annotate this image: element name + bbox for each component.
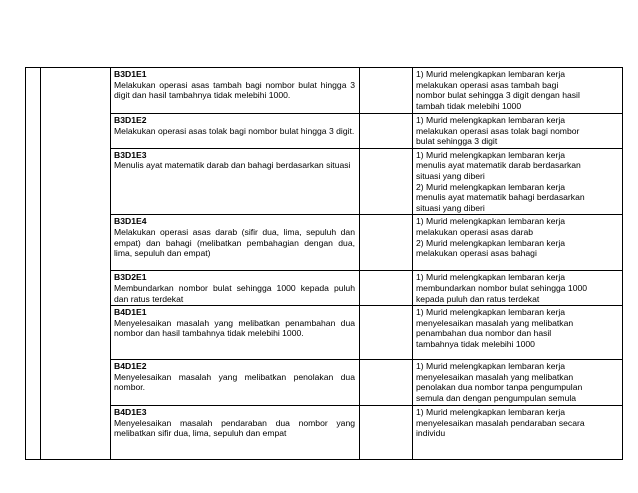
standard-code: B3D1E1 <box>114 69 147 79</box>
activity-text: 1) Murid melengkapkan lembaran kerja membundarkan nombor bulat sehingga 1000 kepada puluh dan ratus terdekat <box>416 272 588 304</box>
activity-cell <box>413 114 623 149</box>
activity-cell <box>413 271 623 306</box>
standard-cell <box>111 271 360 306</box>
gap-cell <box>360 406 413 460</box>
table-row <box>26 306 623 360</box>
table-row <box>26 148 623 215</box>
activity-text: 1) Murid melengkapkan lembaran kerja menyelesaikan masalah yang melibatkan penolakan dua nombor tanpa pengumpulan semula dan dengan pengumpulan semula <box>416 361 583 403</box>
activity-text: 1) Murid melengkapkan lembaran kerja melakukan operasi asas darab 2) Murid melengkapkan lembaran kerja melakukan operasi asas bahagi <box>416 216 566 259</box>
blank-column-2 <box>41 68 111 460</box>
standard-code: B3D1E3 <box>114 149 147 160</box>
standard-cell <box>111 360 360 406</box>
activity-cell <box>413 148 623 215</box>
standard-code: B4D1E3 <box>114 407 147 418</box>
activity-text: 1) Murid melengkapkan lembaran kerja menyelesaikan masalah yang melibatkan penambahan dua nombor dan hasil tambahnya tidak melebihi 1000 <box>416 307 574 349</box>
assessment-table <box>25 67 623 460</box>
activity-text: 1) Murid melengkapkan lembaran kerja menulis ayat matematik darab berdasarkan situasi yang diberi 2) Murid melengkapkan lembaran kerja menulis ayat matematik bahagi berdasarkan situasi yang diberi <box>416 149 585 213</box>
standard-description: Menyelesaikan masalah yang melibatkan penambahan dua nombor dan hasil tambahnya tidak melebihi 1000. <box>114 317 355 339</box>
standard-description: Melakukan operasi asas tolak bagi nombor bulat hingga 3 digit. <box>114 125 355 136</box>
table-row <box>26 360 623 406</box>
table-row <box>26 271 623 306</box>
standard-code: B4D1E2 <box>114 361 147 372</box>
standard-cell <box>111 114 360 149</box>
standard-description: Membundarkan nombor bulat sehingga 1000 kepada puluh dan ratus terdekat <box>114 282 355 304</box>
activity-text: 1) Murid melengkapkan lembaran kerja melakukan operasi asas tambah bagi nombor bulat sehingga 3 digit dengan hasil tambah tidak melebihi 1000 <box>416 69 580 111</box>
gap-cell <box>360 360 413 406</box>
standard-code: B4D1E1 <box>114 307 147 318</box>
gap-cell <box>360 306 413 360</box>
standard-code: B3D1E2 <box>114 115 147 125</box>
blank-column-1 <box>26 68 41 460</box>
standard-cell <box>111 68 360 114</box>
standard-description: Melakukan operasi asas tambah bagi nombor bulat hingga 3 digit dan hasil tambahnya tidak melebihi 1000. <box>114 79 355 101</box>
standard-cell <box>111 406 360 460</box>
standard-cell <box>111 215 360 271</box>
activity-cell <box>413 68 623 114</box>
standard-code: B3D2E1 <box>114 272 147 283</box>
standard-cell <box>111 306 360 360</box>
activity-text: 1) Murid melengkapkan lembaran kerja melakukan operasi asas tolak bagi nombor bulat sehingga 3 digit <box>416 115 580 147</box>
standard-description: Menyelesaikan masalah yang melibatkan penolakan dua nombor. <box>114 371 355 393</box>
activity-text: 1) Murid melengkapkan lembaran kerja menyelesaikan masalah pendaraban secara individu <box>416 407 585 439</box>
gap-cell <box>360 68 413 114</box>
gap-cell <box>360 148 413 215</box>
table-row <box>26 406 623 460</box>
gap-cell <box>360 271 413 306</box>
standard-code: B3D1E4 <box>114 216 147 227</box>
activity-cell <box>413 360 623 406</box>
table-row <box>26 215 623 271</box>
standard-description: Menulis ayat matematik darab dan bahagi berdasarkan situasi <box>114 160 351 171</box>
standard-description: Melakukan operasi asas darab (sifir dua, lima, sepuluh dan empat) dan bahagi (melibatkan pembahagian dengan dua, lima, sepuluh dan empat) <box>114 226 355 259</box>
activity-cell <box>413 215 623 271</box>
gap-cell <box>360 215 413 271</box>
activity-cell <box>413 306 623 360</box>
gap-cell <box>360 114 413 149</box>
table-row <box>26 68 623 114</box>
table-row <box>26 114 623 149</box>
standard-description: Menyelesaikan masalah pendaraban dua nombor yang melibatkan sifir dua, lima, sepuluh dan empat <box>114 417 355 439</box>
standard-cell <box>111 148 360 215</box>
activity-cell <box>413 406 623 460</box>
